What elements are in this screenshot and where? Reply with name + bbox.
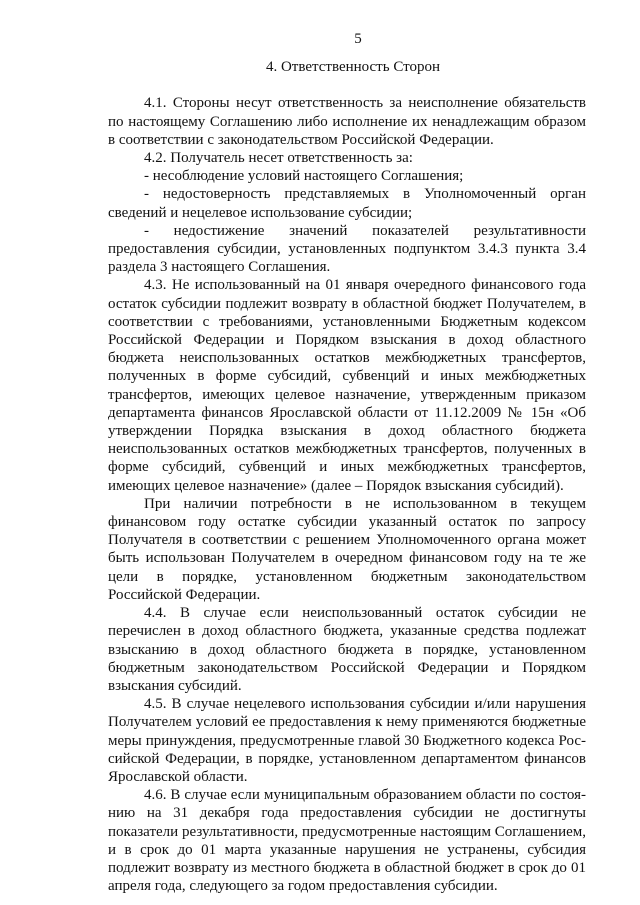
paragraph-4-4: 4.4. В случае если неиспользованный остаток субсидии не перечислен в доход областного бюджета, указанные средства подлежат взысканию в доход областного бюджета в порядке, установленном бюджетным законодательством Российской Федерации и Порядком взыскания субсидий. [108,605,586,694]
list-item-unreliable-info: - недостоверность представляемых в Уполномоченный орган сведений и нецелевое использование субсидии; [108,186,586,221]
document-page [108,30,586,895]
page-number: 5 [354,31,362,47]
list-item-indicators: - недостижение значений показателей результативности предоставления субсидии, установленных подпунктом 3.4.3 пункта 3.4 раздела 3 настоящего Соглашения. [108,222,586,276]
paragraph-4-5: 4.5. В случае нецелевого использования субсидии и/или нарушения Получателем условий ее предоставления к нему применяются бюджетные меры принуждения, предусмотренные главой 30 Бюджетного кодекса Российской Федерации, в порядке, установленном департаментом финансов Ярославской области. [108,696,586,785]
section-title: 4. Ответственность Сторон [265,59,441,76]
paragraph-4-6: 4.6. В случае если муниципальным образованием области по состоянию на 31 декабря года предоставления субсидии не достигнуты показатели результативности, предусмотренные настоящим Соглашением, и в срок до 01 марта указанные нарушения не устранены, субсидия подлежит возврату из местного бюджета в областной бюджет в срок до 01 апреля года, следующего за годом предоставления субсидии. [108,787,586,895]
paragraph-4-1: 4.1. Стороны несут ответственность за неисполнение обязательств по настоящему Соглашению либо исполнение их ненадлежащим образом в соответствии с законодательством Российской Федерации. [108,95,586,148]
list-item-noncompliance: - несоблюдение условий настоящего Соглашения; [144,168,464,185]
paragraph-4-3: 4.3. Не использованный на 01 января очередного финансового года остаток субсидии подлежит возврату в областной бюджет Получателем, в соответствии с требованиями, установленными Бюджетным кодексом Российской Федерации и Порядком взыскания в доход областного бюджета неиспользованных остатков межбюджетных трансфертов, полученных в форме субсидий, субвенций и иных межбюджетных трансфертов, имеющих целевое назначение, утвержденным приказом департамента финансов Ярославской области от 11.12.2009 № 15н «Об утверждении Порядка взыскания в доход областного бюджета неиспользованных остатков межбюджетных трансфертов, полученных в форме субсидий, субвенций и иных межбюджетных трансфертов, имеющих целевое назначение» (далее – Порядок взыскания субсидий). [108,277,586,494]
paragraph-4-2: 4.2. Получатель несет ответственность за: [144,150,413,167]
paragraph-4-3-continued: При наличии потребности в не использованном в текущем финансовом году остатке субсидии указанный остаток по запросу Получателя в соответствии с решением Уполномоченного органа может быть использован Получателем в очередном финансовом году на те же цели в порядке, установленном бюджетным законодательством Российской Федерации. [108,495,586,603]
